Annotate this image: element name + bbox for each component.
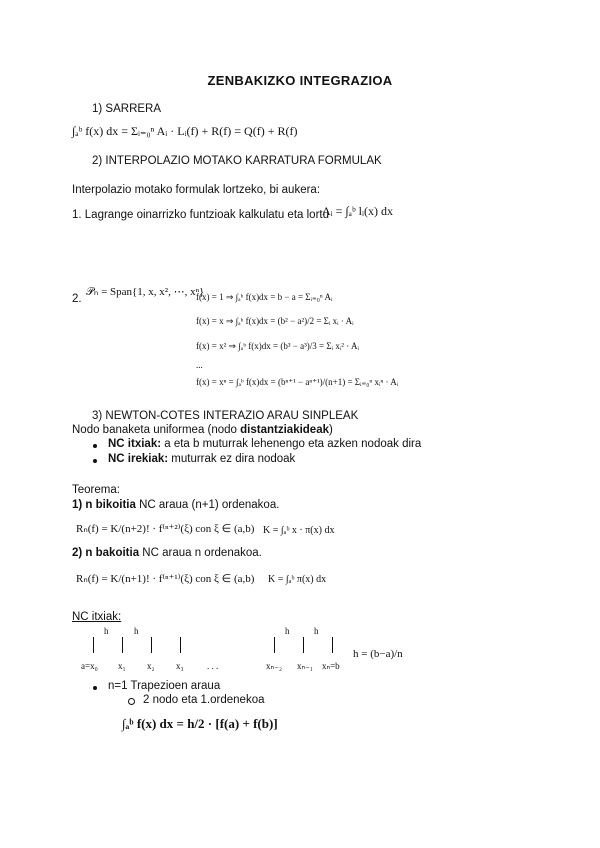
node-tick [93, 637, 94, 653]
moment-equation-row: f(x) = x ⇒ ∫ₐᵇ f(x)dx = (b² − a²)/2 = Σᵢ xᵢ · Aᵢ [196, 316, 354, 326]
weight-formula: Aᵢ = ∫ₐᵇ lᵢ(x) dx [322, 204, 393, 218]
nc-open-bullet: NC irekiak: muturrak ez dira nodoak [108, 453, 296, 465]
error-formula-even: Rₙ(f) = K/(n+2)! · f⁽ⁿ⁺²⁾(ξ) con ξ ∈ (a,b) [76, 523, 255, 535]
trapezoid-rule-detail: 2 nodo eta 1.ordenekoa [143, 694, 265, 706]
bullet-marker [93, 686, 97, 690]
node-label: xₙ=b [322, 661, 340, 671]
polynomial-span-formula: 𝒫ₙ = Span{1, x, x², ⋯, xⁿ} [86, 286, 205, 298]
node-tick [122, 637, 123, 653]
node-tick [151, 637, 152, 653]
node-tick [332, 637, 333, 653]
node-label-ellipsis: . . . [207, 661, 219, 671]
node-label: xₙ₋₁ [297, 661, 313, 671]
node-label: x₂ [147, 661, 155, 671]
bullet-marker [93, 459, 97, 463]
theorem-label: Teorema: [72, 484, 120, 496]
k-formula-odd: K = ∫ₐᵇ π(x) dx [268, 574, 327, 585]
node-tick [274, 637, 275, 653]
section-heading-interpolazio: 2) INTERPOLAZIO MOTAKO KARRATURA FORMULAK [92, 155, 382, 167]
step-label-h: h [285, 626, 290, 636]
theorem-case-even: 1) n bikoitia NC araua (n+1) ordenakoa. [72, 499, 280, 511]
step-label-h: h [314, 626, 319, 636]
moment-equation-ellipsis: ... [196, 360, 203, 370]
node-label: x₃ [176, 661, 184, 671]
option-2-label: 2. [72, 293, 82, 305]
nc-closed-heading: NC itxiak: [72, 611, 122, 623]
nc-intro-text: Nodo banaketa uniformea (nodo distantziakideak) [72, 424, 333, 436]
step-label-h: h [104, 626, 109, 636]
page-title: ZENBAKIZKO INTEGRAZIOA [207, 73, 393, 88]
bullet-marker [93, 444, 97, 448]
moment-equation-row: f(x) = 1 ⇒ ∫ₐᵇ f(x)dx = b − a = Σᵢ₌₀ⁿ Aᵢ [196, 292, 333, 302]
node-label: x₁ [118, 661, 126, 671]
trapezoid-rule-bullet: n=1 Trapezioen araua [108, 680, 221, 692]
node-tick [303, 637, 304, 653]
moment-equation-row: f(x) = xⁿ = ∫ₐᵇ f(x)dx = (bⁿ⁺¹ − aⁿ⁺¹)/(n+1) = Σᵢ₌₀ⁿ xᵢⁿ · Aᵢ [196, 377, 399, 387]
section-heading-sarrera: 1) SARRERA [92, 103, 162, 115]
trapezoid-formula: ∫ₐᵇ f(x) dx = h/2 · [f(a) + f(b)] [122, 716, 278, 731]
moment-equation-row: f(x) = x² ⇒ ∫ₐᵇ f(x)dx = (b³ − a³)/3 = Σᵢ xᵢ² · Aᵢ [196, 341, 359, 351]
node-label: a=x₀ [81, 661, 98, 671]
interp-intro-text: Interpolazio motako formulak lortzeko, bi aukera: [72, 184, 321, 196]
theorem-case-odd: 2) n bakoitia NC araua n ordenakoa. [72, 547, 262, 559]
step-size-formula: h = (b−a)/n [353, 648, 403, 660]
node-label: xₙ₋₂ [266, 661, 282, 671]
step-label-h: h [134, 626, 139, 636]
section-heading-newton-cotes: 3) NEWTON-COTES INTERAZIO ARAU SINPLEAK [92, 410, 359, 422]
nc-closed-bullet: NC itxiak: a eta b muturrak lehenengo eta azken nodoak dira [108, 438, 422, 450]
k-formula-even: K = ∫ₐᵇ x · π(x) dx [263, 525, 335, 536]
node-tick [180, 637, 181, 653]
sub-bullet-marker [128, 698, 135, 705]
integral-sum-formula: ∫ₐᵇ f(x) dx = Σᵢ₌₀ⁿ Aᵢ · Lᵢ(f) + R(f) = Q(f) + R(f) [72, 124, 298, 138]
error-formula-odd: Rₙ(f) = K/(n+1)! · f⁽ⁿ⁺¹⁾(ξ) con ξ ∈ (a,b) [76, 573, 255, 585]
option-1-text: 1. Lagrange oinarrizko funtzioak kalkulatu eta lortu [72, 209, 329, 221]
